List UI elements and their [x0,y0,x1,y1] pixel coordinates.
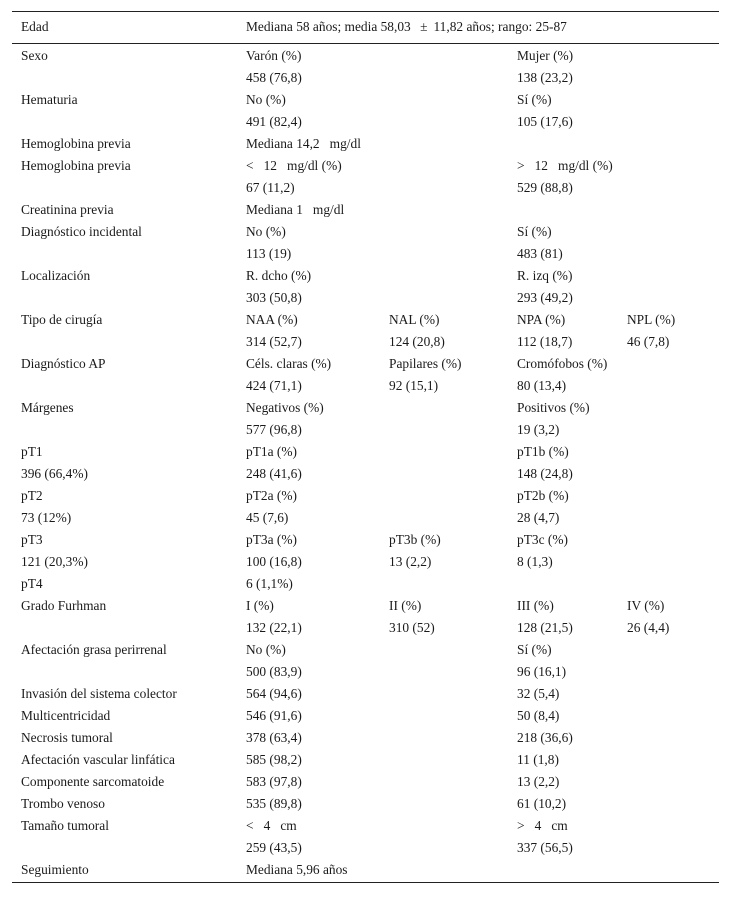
table-bottom-rule [12,882,719,883]
value-col-1: 546 (91,6) [246,708,302,723]
table-row-line [12,661,719,683]
table-row-line [12,595,719,617]
row-label: Sexo [21,48,48,63]
table-row [12,683,719,705]
row-label: Hematuria [21,92,78,107]
value-col-3: 80 (13,4) [517,378,567,393]
value-col-3: 483 (81) [517,246,563,261]
table-row-line [12,199,719,221]
table-row [12,793,719,815]
table-row [12,749,719,771]
table-row [12,133,719,155]
table-row-line [12,331,719,353]
value-col-3: 148 (24,8) [517,466,573,481]
table-row-line [12,507,719,529]
value-col-3: Sí (%) [517,224,552,239]
value-col-3: pT3c (%) [517,532,568,547]
row-label: 73 (12%) [21,510,72,525]
value-col-1: pT1a (%) [246,444,297,459]
row-label: Diagnóstico AP [21,356,106,371]
value-col-1: Mediana 1 mg/dl [246,202,345,217]
table-row-line [12,749,719,771]
value-col-3: 19 (3,2) [517,422,560,437]
value-col-3: Mujer (%) [517,48,574,63]
header-label: Edad [21,19,49,34]
table-header-row [12,12,719,43]
value-col-1: 583 (97,8) [246,774,302,789]
value-col-4: 46 (7,8) [627,334,670,349]
value-col-2: 92 (15,1) [389,378,439,393]
header-value: Mediana 58 años; media 58,03 ± 11,82 años; rango: 25-87 [246,19,567,34]
table-row-line [12,727,719,749]
value-col-3: Sí (%) [517,92,552,107]
table-row-line [12,419,719,441]
value-col-3: 112 (18,7) [517,334,573,349]
value-col-2: NAL (%) [389,312,440,327]
table-row-line [12,397,719,419]
table-row-line [12,639,719,661]
value-col-3: III (%) [517,598,554,613]
table-row [12,529,719,573]
value-col-4: NPL (%) [627,312,676,327]
value-col-3: 8 (1,3) [517,554,553,569]
table-row-line [12,111,719,133]
row-label: Diagnóstico incidental [21,224,142,239]
row-label: 396 (66,4%) [21,466,88,481]
row-label: Seguimiento [21,862,89,877]
value-col-1: < 4 cm [246,818,297,833]
value-col-3: Positivos (%) [517,400,590,415]
table-body [12,44,719,882]
table-row [12,353,719,397]
row-label: Grado Furhman [21,598,107,613]
table-row-line [12,705,719,727]
row-label: pT1 [21,444,43,459]
value-col-3: 13 (2,2) [517,774,560,789]
value-col-1: 564 (94,6) [246,686,302,701]
table-row-line [12,551,719,573]
value-col-1: No (%) [246,642,286,657]
table-row-line [12,375,719,397]
table-row [12,199,719,221]
table-row-line [12,133,719,155]
table-row-line [12,221,719,243]
value-col-1: 585 (98,2) [246,752,302,767]
value-col-3: pT2b (%) [517,488,569,503]
value-col-1: pT2a (%) [246,488,297,503]
table-row [12,639,719,683]
value-col-1: 45 (7,6) [246,510,289,525]
value-col-3: Sí (%) [517,642,552,657]
row-label: Tamaño tumoral [21,818,109,833]
table-row-line [12,463,719,485]
value-col-1: R. dcho (%) [246,268,312,283]
value-col-3: 293 (49,2) [517,290,573,305]
value-col-1: 259 (43,5) [246,840,302,855]
row-label: Componente sarcomatoide [21,774,165,789]
table-row-line [12,441,719,463]
value-col-3: R. izq (%) [517,268,573,283]
row-label: Márgenes [21,400,74,415]
row-label: Hemoglobina previa [21,158,131,173]
table-row-line [12,617,719,639]
table-row [12,155,719,199]
table-row [12,705,719,727]
table-row [12,573,719,595]
row-label: Afectación vascular linfática [21,752,175,767]
value-col-1: 113 (19) [246,246,292,261]
value-col-2: Papilares (%) [389,356,462,371]
value-col-1: 100 (16,8) [246,554,302,569]
table-row-line [12,265,719,287]
row-label: pT4 [21,576,43,591]
row-label: Localización [21,268,91,283]
value-col-3: 218 (36,6) [517,730,573,745]
value-col-1: 378 (63,4) [246,730,302,745]
table-row-line [12,177,719,199]
value-col-2: pT3b (%) [389,532,441,547]
table-row [12,815,719,859]
table-row [12,485,719,529]
table-row-line [12,155,719,177]
value-col-3: 11 (1,8) [517,752,559,767]
value-col-2: II (%) [389,598,422,613]
value-col-3: 96 (16,1) [517,664,567,679]
value-col-3: > 4 cm [517,818,568,833]
value-col-1: < 12 mg/dl (%) [246,158,342,173]
table-row-line [12,287,719,309]
table-row [12,727,719,749]
value-col-3: Cromófobos (%) [517,356,608,371]
table-row [12,221,719,265]
table-row-line [12,529,719,551]
table-row-line [12,815,719,837]
value-col-1: 67 (11,2) [246,180,295,195]
value-col-1: Mediana 14,2 mg/dl [246,136,361,151]
value-col-2: 310 (52) [389,620,435,635]
table-row [12,397,719,441]
value-col-1: 577 (96,8) [246,422,302,437]
table-row [12,859,719,881]
value-col-3: 337 (56,5) [517,840,573,855]
value-col-4: 26 (4,4) [627,620,670,635]
row-label: Hemoglobina previa [21,136,131,151]
table-row [12,595,719,639]
value-col-3: 105 (17,6) [517,114,573,129]
table-row-line [12,45,719,67]
value-col-1: 424 (71,1) [246,378,302,393]
table-row-line [12,309,719,331]
value-col-4: IV (%) [627,598,665,613]
value-col-1: No (%) [246,224,286,239]
value-col-1: 132 (22,1) [246,620,302,635]
row-label: Afectación grasa perirrenal [21,642,167,657]
value-col-3: 32 (5,4) [517,686,560,701]
table-row-line [12,353,719,375]
value-col-1: Varón (%) [246,48,302,63]
table-row [12,89,719,133]
table-row-line [12,485,719,507]
value-col-3: 128 (21,5) [517,620,573,635]
value-col-1: Céls. claras (%) [246,356,332,371]
row-label: Invasión del sistema colector [21,686,177,701]
value-col-1: 535 (89,8) [246,796,302,811]
table-row [12,265,719,309]
value-col-1: 500 (83,9) [246,664,302,679]
table-row [12,309,719,353]
value-col-3: pT1b (%) [517,444,569,459]
value-col-2: 13 (2,2) [389,554,432,569]
value-col-1: 303 (50,8) [246,290,302,305]
table-row [12,45,719,89]
value-col-1: pT3a (%) [246,532,297,547]
table-row-line [12,67,719,89]
row-label: pT3 [21,532,43,547]
value-col-1: No (%) [246,92,286,107]
value-col-3: 50 (8,4) [517,708,560,723]
table-row-line [12,859,719,881]
row-label: Trombo venoso [21,796,105,811]
value-col-1: Negativos (%) [246,400,324,415]
row-label: Necrosis tumoral [21,730,113,745]
value-col-3: NPA (%) [517,312,566,327]
table-row-line [12,89,719,111]
table-row-line [12,793,719,815]
value-col-1: I (%) [246,598,274,613]
table-row [12,441,719,485]
value-col-3: 138 (23,2) [517,70,573,85]
table-row-line [12,243,719,265]
value-col-2: 124 (20,8) [389,334,445,349]
value-col-3: 529 (88,8) [517,180,573,195]
clinical-data-table [12,11,719,883]
value-col-1: NAA (%) [246,312,298,327]
table-row-line [12,573,719,595]
row-label: 121 (20,3%) [21,554,88,569]
value-col-3: > 12 mg/dl (%) [517,158,613,173]
row-label: Creatinina previa [21,202,114,217]
value-col-1: 458 (76,8) [246,70,302,85]
table-row-line [12,771,719,793]
row-label: Tipo de cirugía [21,312,103,327]
value-col-1: 314 (52,7) [246,334,302,349]
table-row [12,771,719,793]
table-row-line [12,683,719,705]
value-col-3: 61 (10,2) [517,796,567,811]
value-col-1: 6 (1,1%) [246,576,293,591]
value-col-1: 491 (82,4) [246,114,302,129]
row-label: pT2 [21,488,43,503]
value-col-1: Mediana 5,96 años [246,862,348,877]
table-row-line [12,837,719,859]
value-col-3: 28 (4,7) [517,510,560,525]
row-label: Multicentricidad [21,708,111,723]
value-col-1: 248 (41,6) [246,466,302,481]
